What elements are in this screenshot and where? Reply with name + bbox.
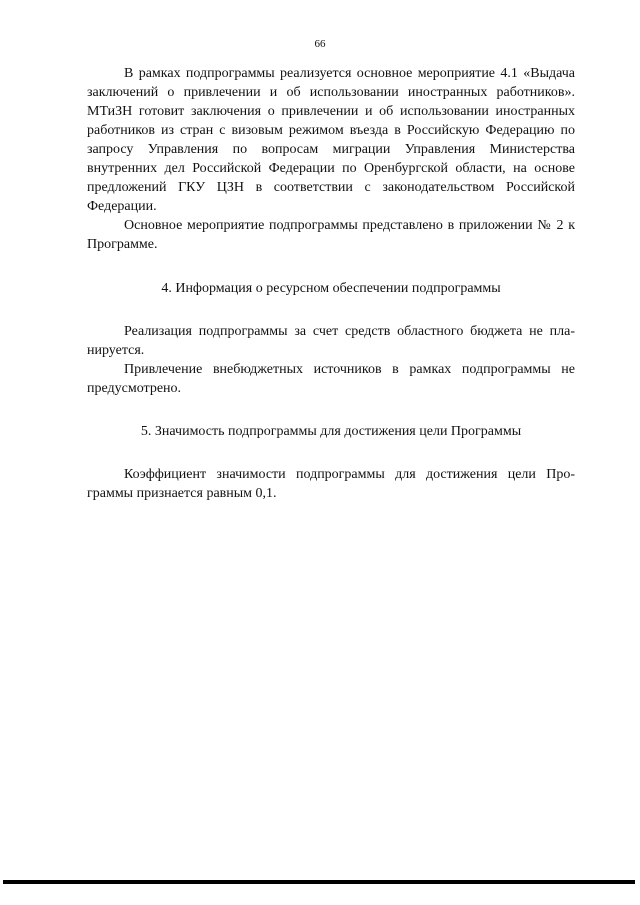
paragraph-extrabudgetary: Привлечение внебюджетных источников в рамках подпрограммы не предусмотрено. (87, 362, 575, 396)
section-heading-significance: 5. Значимость подпрограммы для достижения цели Программы (140, 424, 522, 439)
paragraph-significance-coefficient: Коэффициент значимости подпрограммы для достижения цели Программы признается равным 0,1. (87, 467, 575, 501)
paragraph-main-activity: В рамках подпрограммы реализуется основное мероприятие 4.1 «Выдача заключений о привлечении и об использовании иностранных работников». МТиЗН готовит заключения о привлечении и об использовании иностранных работников из стран с визовым режимом въезда в Российскую Федерацию по запросу Управления по вопросам миграции Управления Министерства внутренних дел Российской Федерации по Оренбургской области, на основе предложений ГКУ ЦЗН в соответствии с законодательством Российской Федерации. (87, 66, 575, 214)
section-heading-resources: 4. Информация о ресурсном обеспечении подпрограммы (161, 281, 501, 296)
paragraph-appendix-reference: Основное мероприятие подпрограммы представлено в приложении № 2 к Программе. (87, 218, 575, 252)
spacer (87, 441, 575, 465)
paragraph-regional-budget: Реализация подпрограммы за счет средств областного бюджета не планируется. (87, 324, 575, 358)
spacer (87, 398, 575, 422)
page-bottom-rule (3, 880, 635, 884)
spacer (87, 298, 575, 322)
page-number: 66 (314, 38, 326, 50)
spacer (87, 260, 575, 279)
document-body (87, 64, 575, 503)
